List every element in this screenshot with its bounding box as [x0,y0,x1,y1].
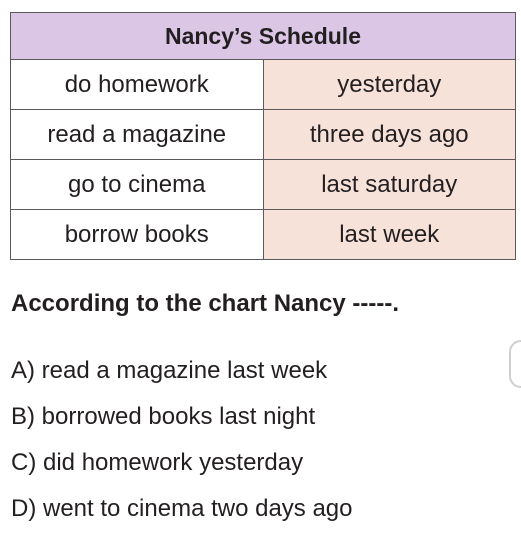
option-letter: C) [11,449,37,476]
schedule-table [10,12,516,260]
option-text: borrowed books last night [41,403,316,430]
option-b[interactable] [11,398,353,444]
option-text: went to cinema two days ago [43,495,353,522]
option-letter: A) [11,357,35,384]
option-letter: D) [11,495,37,522]
option-text: read a magazine last week [41,357,328,384]
question-text: According to the chart Nancy -----. [11,290,400,317]
time-cell: three days ago [263,110,516,160]
option-text: did homework yesterday [43,449,304,476]
schedule-title: Nancy’s Schedule [11,13,516,60]
activity-cell: read a magazine [11,110,264,160]
activity-cell: borrow books [11,210,264,260]
activity-cell: do homework [11,60,264,110]
activity-cell: go to cinema [11,160,264,210]
time-cell: yesterday [263,60,516,110]
schedule-header-row [11,13,516,60]
table-row [11,160,516,210]
option-c[interactable] [11,444,353,490]
option-letter: B) [11,403,35,430]
answer-options [11,352,353,536]
table-row [11,210,516,260]
table-row [11,60,516,110]
time-cell: last week [263,210,516,260]
scroll-handle[interactable] [509,340,521,388]
time-cell: last saturday [263,160,516,210]
table-row [11,110,516,160]
option-a[interactable] [11,352,353,398]
option-d[interactable] [11,490,353,536]
